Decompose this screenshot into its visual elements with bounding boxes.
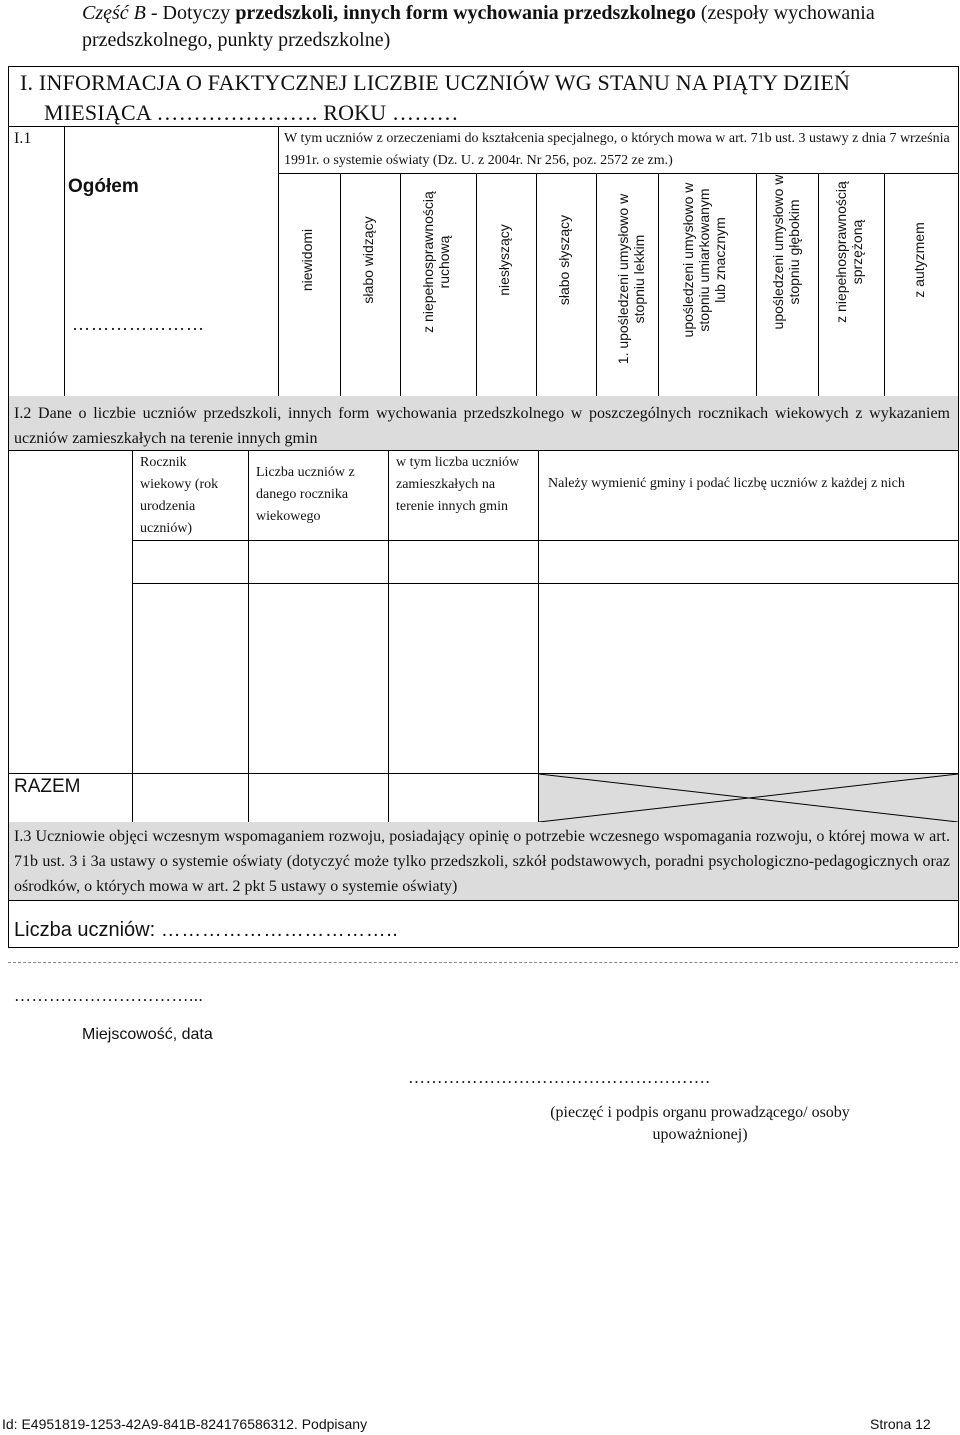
ogolem-label: Ogółem	[68, 176, 139, 197]
stamp-signature-dots: …………………………………………….	[408, 1068, 711, 1087]
stamp-signature-label: (pieczęć i podpis organu prowadzącego/ osoby upoważnionej)	[550, 1104, 850, 1143]
part-label: Część B	[82, 2, 146, 24]
place-date-label: Miejscowość, data	[82, 1026, 213, 1043]
section-2-title: I.2 Dane o liczbie uczniów przedszkoli, innych form wychowania przedszkolnego w poszczególnych rocznikach wiekowych z wykazaniem uczniów zamieszkałych na terenie innych gmin	[14, 405, 950, 447]
document-id: Id: E4951819-1253-42A9-841B-824176586312. Podpisany	[2, 1416, 368, 1432]
part-header	[82, 0, 922, 54]
col-gminy-header: Należy wymienić gminy i podać liczbę uczniów z każdej z nich	[548, 476, 905, 491]
section-1-title-line2: MIESIĄCA …………………. ROKU ………	[44, 100, 459, 125]
section-3-title: I.3 Uczniowie objęci wczesnym wspomaganiem rozwoju, posiadający opinię o potrzebie wczesnego wspomagania rozwoju, o której mowa w art. 71b ust. 3 i 3a ustawy o systemie oświaty (dotyczyć może tylko przedszkoli, szkół podstawowych, poradni psychologiczno-pedagogicznych oraz ośrodków, o których mowa w art. 2 pkt 5 ustawy o systemie oświaty)	[14, 828, 950, 895]
cross-out-mark	[539, 774, 958, 822]
col-header-nieslyszacy: niesłyszący	[496, 224, 512, 296]
count-row	[14, 919, 398, 942]
col-header-niepelnosprawnosc-sprzezona: z niepełnosprawnością sprzężoną	[833, 181, 865, 323]
col-liczba-header: Liczba uczniów z danego rocznika wiekowego	[256, 465, 355, 524]
col-header-niepelnosprawnosc-ruchowa: z niepełnosprawnością ruchową	[420, 191, 452, 333]
col-wtym-header: w tym liczba uczniów zamieszkałych na terenie innych gmin	[396, 455, 520, 514]
page-number: Strona 12	[870, 1416, 931, 1432]
col-header-slabo-slyszacy: słabo słyszący	[556, 214, 572, 306]
place-date-dots: …………………………...	[14, 986, 204, 1005]
count-value: ……………………………..	[160, 919, 399, 941]
razem-crossed-cell	[539, 774, 958, 822]
col-header-slabo-widzacy: słabo widzący	[360, 216, 376, 304]
special-needs-subheader: W tym uczniów z orzeczeniami do kształcenia specjalnego, o których mowa w art. 71b ust. 3 ustawy z dnia 7 września 1991r. o systemie oświaty (Dz. U. z 2004r. Nr 256, poz. 2572 ze zm.)	[284, 131, 950, 168]
col-header-uposledzeni-umiarkowanym: upośledzeni umysłowo w stopniu umiarkowanym lub znacznym	[680, 182, 728, 338]
row-label-i1: I.1	[14, 130, 32, 147]
part-rest: (zespoły wychowania przedszkolnego, punkty przedszkolne)	[82, 2, 875, 51]
col-rocznik-header: Rocznik wiekowy (rok urodzenia uczniów)	[140, 455, 219, 536]
ogolem-value: …………………	[72, 314, 205, 334]
part-dash: - Dotyczy	[145, 2, 236, 24]
col-header-uposledzeni-lekkim: 1. upośledzeni umysłowo w stopniu lekkim	[615, 193, 647, 365]
razem-label: RAZEM	[14, 776, 81, 797]
dotted-separator	[8, 962, 958, 963]
section-1-title	[20, 68, 900, 128]
section-1-title-line1: I. INFORMACJA O FAKTYCZNEJ LICZBIE UCZNIÓW WG STANU NA PIĄTY DZIEŃ	[20, 70, 851, 95]
col-header-uposledzeni-glebokim: upośledzeni umysłowo w stopniu głębokim	[770, 174, 802, 330]
col-header-autyzm: z autyzmem	[911, 222, 927, 298]
col-header-niewidomi: niewidomi	[299, 228, 315, 292]
count-label: Liczba uczniów:	[14, 919, 156, 941]
part-bold-text: przedszkoli, innych form wychowania przedszkolnego	[235, 2, 696, 24]
